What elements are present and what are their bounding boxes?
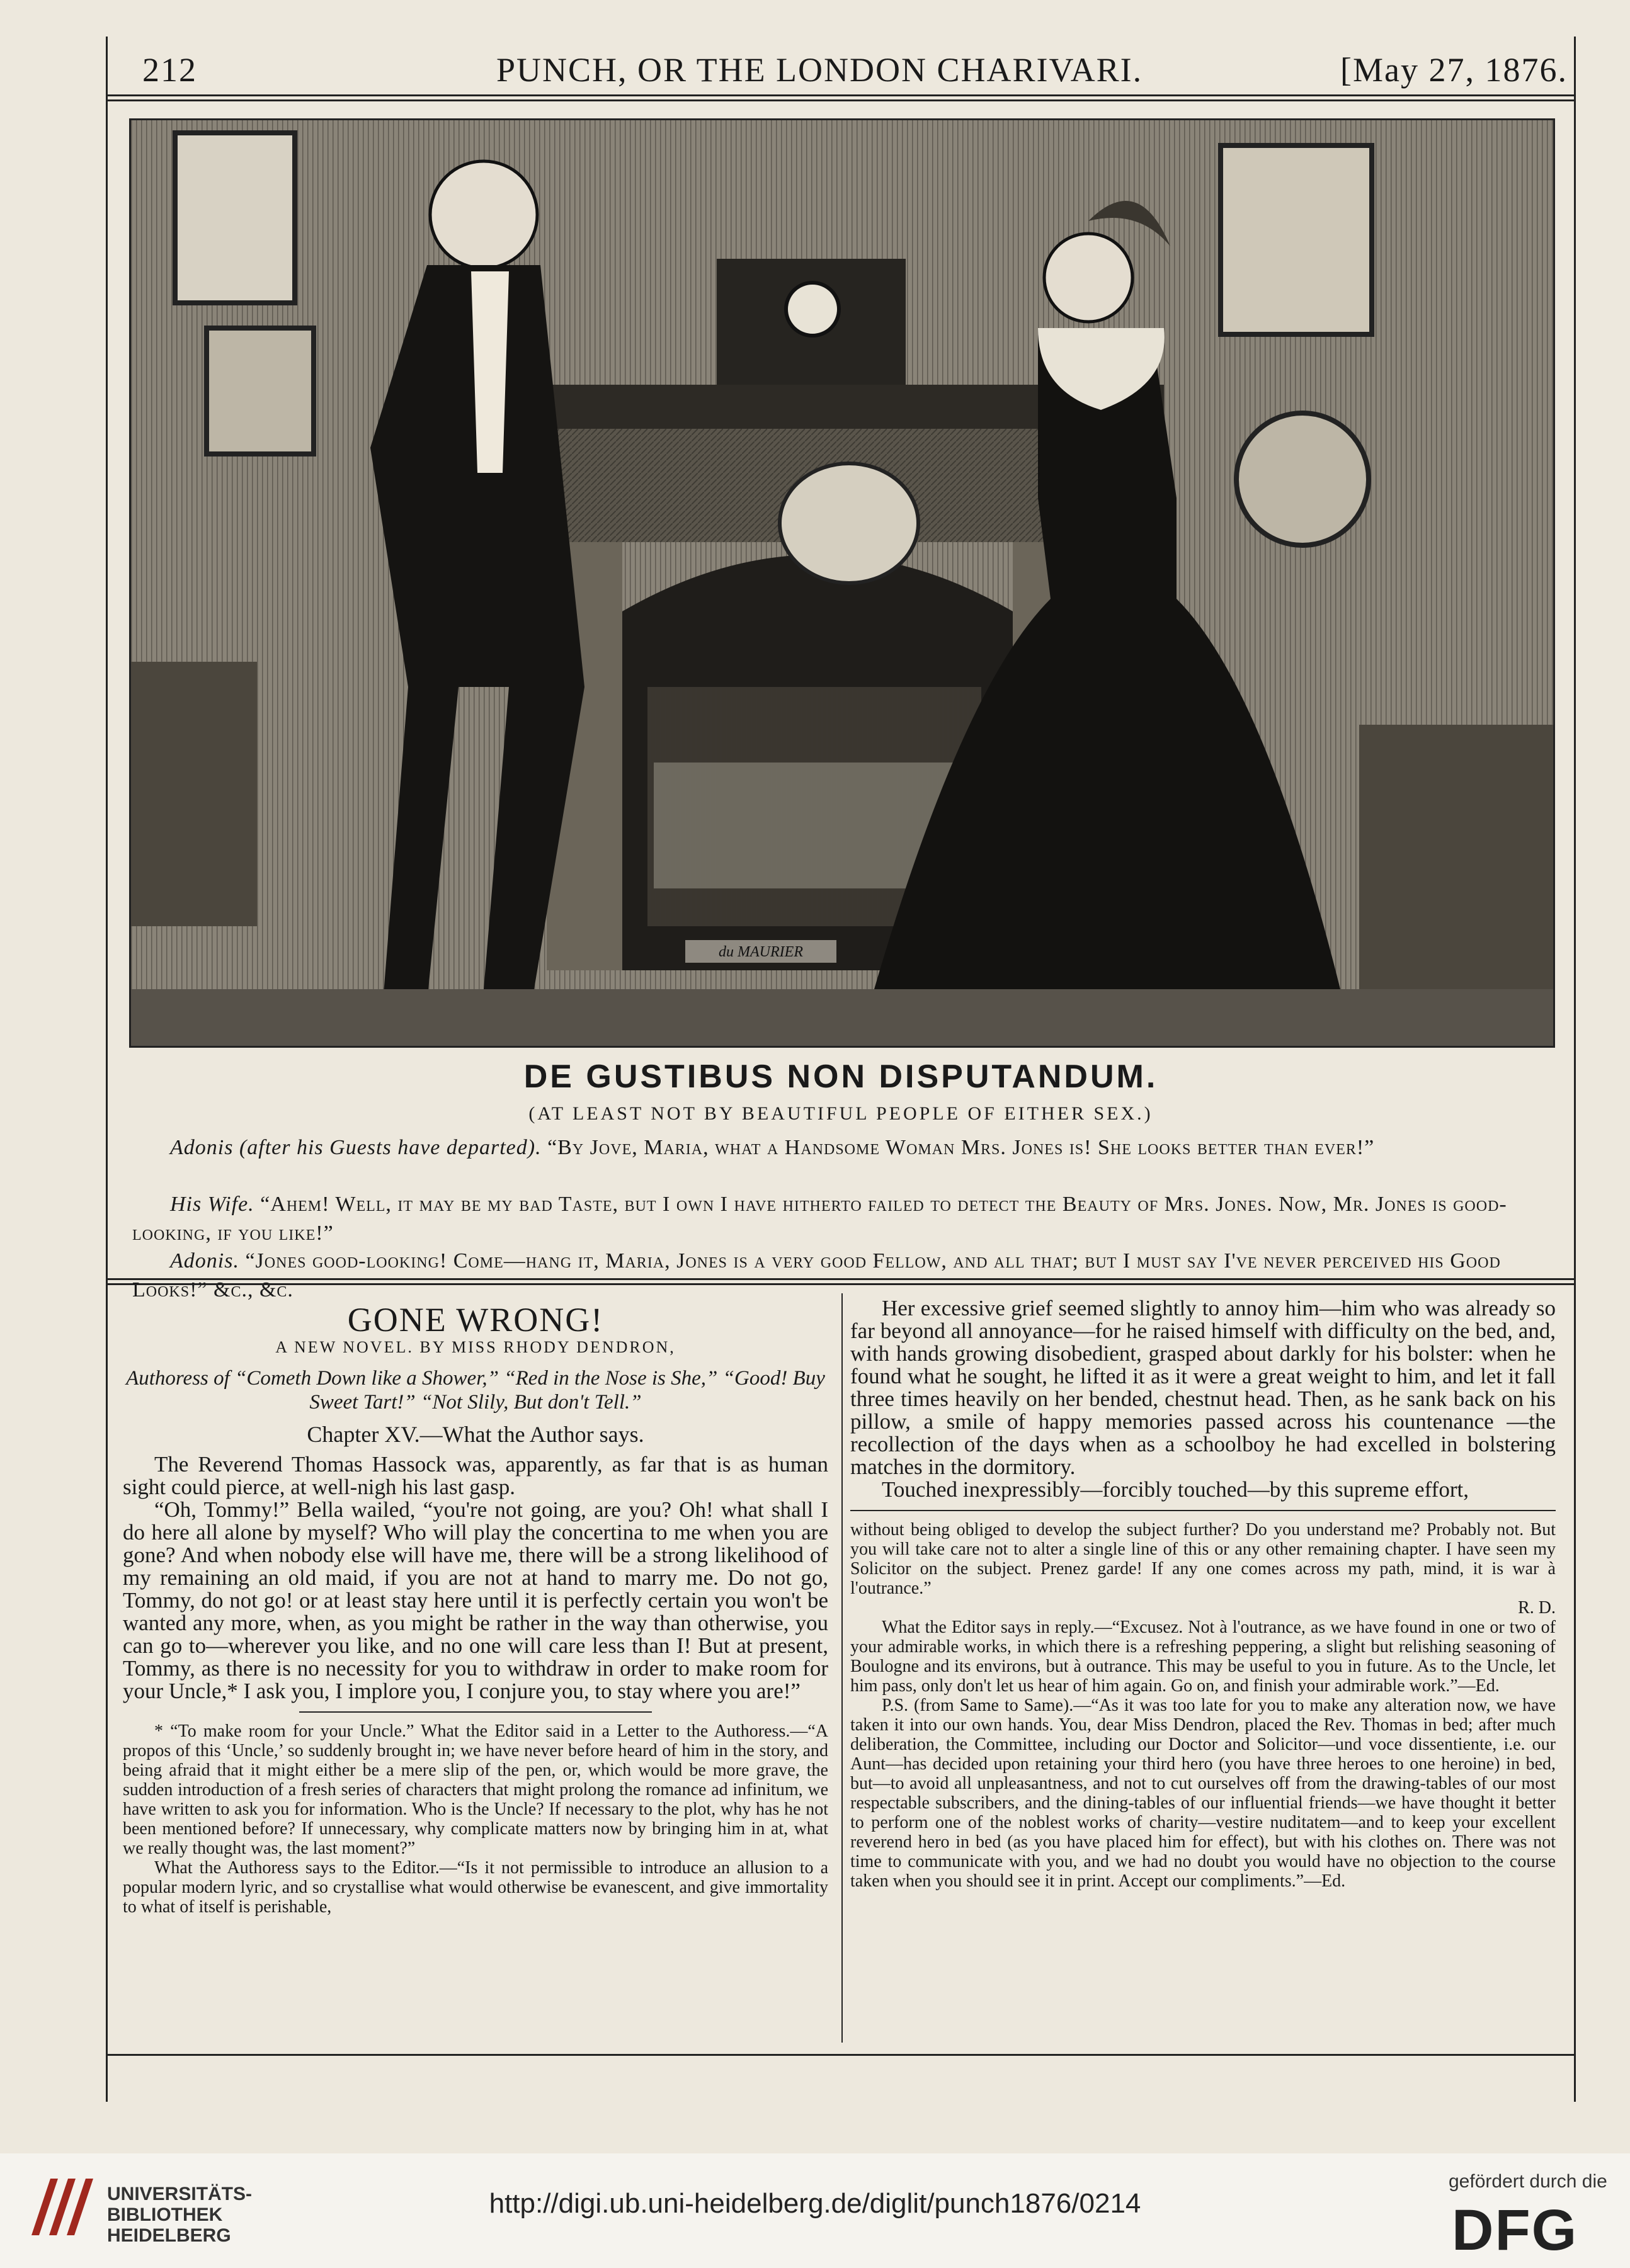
funding-note: gefördert durch die	[1449, 2171, 1607, 2192]
bottom-rule	[106, 2054, 1576, 2056]
footnote-rule	[850, 1510, 1556, 1511]
speaker-3: Adonis.	[170, 1249, 239, 1273]
paragraph: “Oh, Tommy!” Bella wailed, “you're not going, are you? Oh! what shall I do here all alone by myself? Who will play the concertina to me when you are gone? And when nobody else will have me, there will be a strong likelihood of my remaining an old maid, if you are not at hand to marry me. Do not go, Tommy, do not go! or at least stay here until it is perfectly certain you won't be wanted any more, when, as you might be rather in the way than otherwise, you can go to—wherever you like, and no one will care less than I! But at present, Tommy, as there is no necessity for you to withdraw in order to make room for your Uncle,* I ask you, I implore you, I conjure you, to stay where you are!”	[123, 1497, 828, 1703]
issue-date: [May 27, 1876.	[1340, 51, 1568, 89]
cartoon-title: DE GUSTIBUS NON DISPUTANDUM.	[523, 1058, 1158, 1095]
speech-1: “By Jove, Maria, what a Handsome Woman Mrs. Jones is! She looks better than ever!”	[547, 1136, 1375, 1159]
paragraph: Her excessive grief seemed slightly to annoy him—him who was already so far beyond all annoyance—for he raised himself with difficulty on the bed, and, with hands growing disobedient, grasped about darkly for his bolster: when he found what he sought, he lifted it as it were a great weight to him, and let it fall three times heavily on her bended, chestnut head. Then, as he sank back on his pillow, a smile of happy memories passed across his countenance —the recollection of the days when as a schoolboy he had excelled in bolstering matches in the dormitory.	[850, 1296, 1556, 1479]
cartoon-line-1	[132, 1133, 1543, 1162]
section-rule	[106, 1278, 1576, 1280]
header-rule	[106, 94, 1576, 96]
footnote-paragraph: * “To make room for your Uncle.” What the Editor said in a Letter to the Authoress.—“A propos of this ‘Uncle,’ so suddenly brought in; we have never before heard of him in the story, and being afraid that it might either be a mere slip of the pen, or, which would be more grave, the sudden introduction of a fresh series of characters that might prolong the romance ad infinitum, we have written to ask you for information. Who is the Uncle? If necessary to the plot, why has he not been mentioned before? If unnecessary, why complicate matters now by bringing him in at, what we really thought was, the last moment?”	[123, 1721, 828, 1858]
novel-byline: A NEW NOVEL. BY MISS RHODY DENDRON,	[275, 1338, 676, 1356]
footnote-paragraph: What the Authoress says to the Editor.—“Is it not permissible to introduce an allusion to a popular modern lyric, and so crystallise what would otherwise be evanescent, and give immortality to what of itself is perishable,	[123, 1858, 828, 1917]
library-name: UNIVERSITÄTS-BIBLIOTHEK HEIDELBERG	[107, 2184, 253, 2246]
column-divider	[841, 1293, 843, 2043]
novel-authoress: Authoress of “Cometh Down like a Shower,” “Red in the Nose is She,” “Good! Buy Sweet Tart!” “Not Slily, But don't Tell.”	[126, 1367, 825, 1414]
paragraph: The Reverend Thomas Hassock was, apparently, as far that is as human sight could pierce, at well-nigh his last gasp.	[123, 1452, 828, 1499]
speech-2: “Ahem! Well, it may be my bad Taste, but I own I have hitherto failed to detect the Beauty of Mrs. Jones. Now, Mr. Jones is good-looking, if you like!”	[132, 1193, 1507, 1245]
footnote	[123, 1721, 828, 1917]
page-number: 212	[142, 51, 197, 89]
footnote-signature: R. D.	[1518, 1598, 1556, 1618]
speech-3: “Jones good-looking! Come—hang it, Maria, Jones is a very good Fellow, and all that; but I must say I've never perceived his Good Looks!” &c., &c.	[132, 1249, 1501, 1301]
dfg-logo: DFG	[1452, 2198, 1578, 2262]
footnote-paragraph: P.S. (from Same to Same).—“As it was too late for you to make any alteration now, we have taken it into our own hands. You, dear Miss Dendron, placed the Rev. Thomas in bed; after much deliberation, the Committee, including our Doctor and Solicitor—und voce dissentiente, i.e. our Aunt—has decided upon retaining your third hero (you have three heroes to one heroine) in bed, but—to avoid all unpleasantness, and not to cut ourselves off from the drawing-tables of our most respectable subscribers, and the dining-tables of our influential friends—we have thought it better to perform one of the noblest works of charity—vestire nuditatem—and to keep your excellent reverend hero in bed (as you have placed him for effect), but with his clothes on. There was not time to communicate with you, and we had no doubt you would have no objection to the course taken when you should see it in print. Accept our compliments.”—Ed.	[850, 1696, 1556, 1891]
footnote-rule	[299, 1711, 652, 1713]
header-rule-thin	[106, 99, 1576, 101]
artist-signature: du MAURIER	[719, 944, 803, 960]
left-column	[123, 1297, 828, 1917]
cartoon-line-2	[132, 1190, 1543, 1248]
speaker-1: Adonis (after his Guests have departed).	[170, 1136, 542, 1159]
cartoon-illustration	[129, 118, 1555, 1048]
chapter-heading: Chapter XV.—What the Author says.	[307, 1422, 644, 1447]
paragraph: Touched inexpressibly—forcibly touched—by this supreme effort,	[882, 1477, 1469, 1502]
novel-title: GONE WRONG!	[347, 1301, 604, 1339]
speaker-2: His Wife.	[170, 1193, 254, 1216]
page-header	[106, 44, 1576, 94]
cartoon-subtitle: (AT LEAST NOT BY BEAUTIFUL PEOPLE OF EITHER SEX.)	[528, 1103, 1153, 1124]
right-column	[850, 1297, 1556, 1891]
source-url[interactable]: http://digi.ub.uni-heidelberg.de/diglit/punch1876/0214	[489, 2188, 1141, 2219]
footnote	[850, 1520, 1556, 1891]
footnote-paragraph: What the Editor says in reply.—“Excusez. Not à l'outrance, as we have found in one or two of your admirable works, in which there is a refreshing peppering, a slight but relishing seasoning of Boulogne and its environs, but à outrance. This may be useful to you in future. As to the Uncle, let him pass, only don't let us hear of him again. Go on, and finish your admirable work.”—Ed.	[850, 1618, 1556, 1696]
footnote-paragraph: without being obliged to develop the subject further? Do you understand me? Probably not. But you will take care not to alter a single line of this or any other remaining chapter. I have seen my Solicitor on the subject. Prenez garde! If any one comes across my path, mind, it is war à l'outrance.”	[850, 1520, 1556, 1598]
section-rule-thin	[106, 1283, 1576, 1285]
publication-title: PUNCH, OR THE LONDON CHARIVARI.	[496, 51, 1143, 89]
